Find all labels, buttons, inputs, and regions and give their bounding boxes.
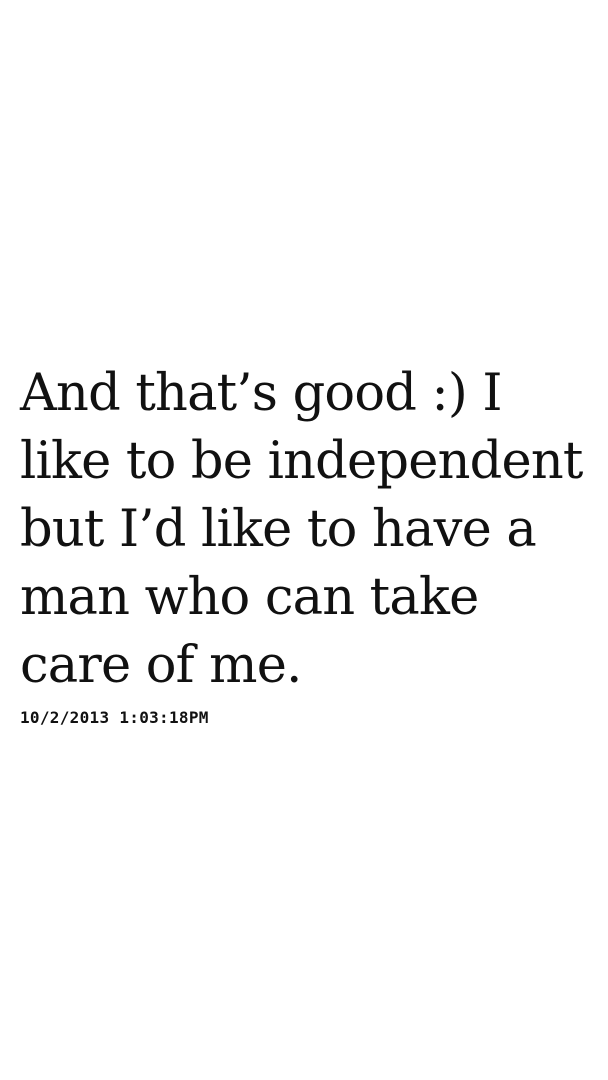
message-line: And that’s good :) I bbox=[20, 364, 502, 423]
message-line: like to be independent bbox=[20, 432, 583, 491]
message-block bbox=[20, 360, 600, 727]
message-timestamp: 10/2/2013 1:03:18PM bbox=[20, 708, 209, 727]
message-line: but I’d like to have a bbox=[20, 500, 537, 559]
message-line: man who can take bbox=[20, 568, 479, 627]
message-line: care of me. bbox=[20, 636, 302, 695]
message-text bbox=[20, 360, 600, 700]
